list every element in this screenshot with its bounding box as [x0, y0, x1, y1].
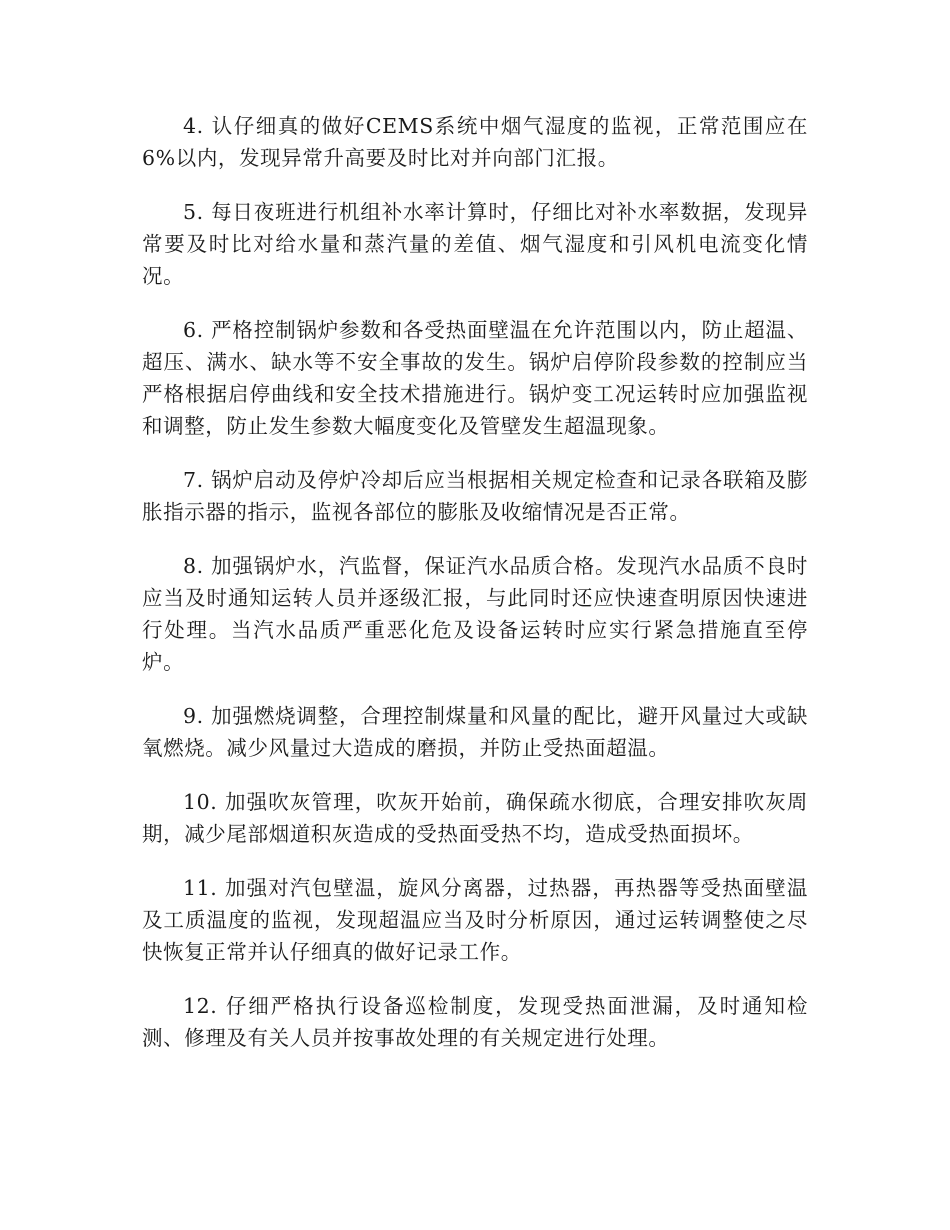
paragraph-6: 6. 严格控制锅炉参数和各受热面壁温在允许范围以内，防止超温、超压、满水、缺水等不安全事故的发生。锅炉启停阶段参数的控制应当严格根据启停曲线和安全技术措施进行。锅炉变工况运转时应加强监视和调整，防止发生参数大幅度变化及管壁发生超温现象。	[142, 318, 808, 438]
paragraph-9: 9. 加强燃烧调整，合理控制煤量和风量的配比，避开风量过大或缺氧燃烧。减少风量过大造成的磨损，并防止受热面超温。	[142, 704, 808, 760]
paragraph-11: 11. 加强对汽包壁温，旋风分离器，过热器，再热器等受热面壁温及工质温度的监视，发现超温应当及时分析原因，通过运转调整使之尽快恢复正常并认仔细真的做好记录工作。	[142, 876, 808, 964]
paragraph-5: 5. 每日夜班进行机组补水率计算时，仔细比对补水率数据，发现异常要及时比对给水量和蒸汽量的差值、烟气湿度和引风机电流变化情况。	[142, 200, 808, 288]
document-body	[142, 110, 808, 1076]
paragraph-7: 7. 锅炉启动及停炉冷却后应当根据相关规定检查和记录各联箱及膨胀指示器的指示，监视各部位的膨胀及收缩情况是否正常。	[142, 468, 808, 524]
paragraph-10: 10. 加强吹灰管理，吹灰开始前，确保疏水彻底，合理安排吹灰周期，减少尾部烟道积灰造成的受热面受热不均，造成受热面损坏。	[142, 790, 808, 846]
paragraph-12: 12. 仔细严格执行设备巡检制度，发现受热面泄漏，及时通知检测、修理及有关人员并按事故处理的有关规定进行处理。	[142, 994, 808, 1050]
paragraph-8: 8. 加强锅炉水，汽监督，保证汽水品质合格。发现汽水品质不良时应当及时通知运转人员并逐级汇报，与此同时还应快速查明原因快速进行处理。当汽水品质严重恶化危及设备运转时应实行紧急措施直至停炉。	[142, 554, 808, 674]
paragraph-4: 4. 认仔细真的做好CEMS系统中烟气湿度的监视，正常范围应在6%以内，发现异常升高要及时比对并向部门汇报。	[142, 114, 808, 170]
